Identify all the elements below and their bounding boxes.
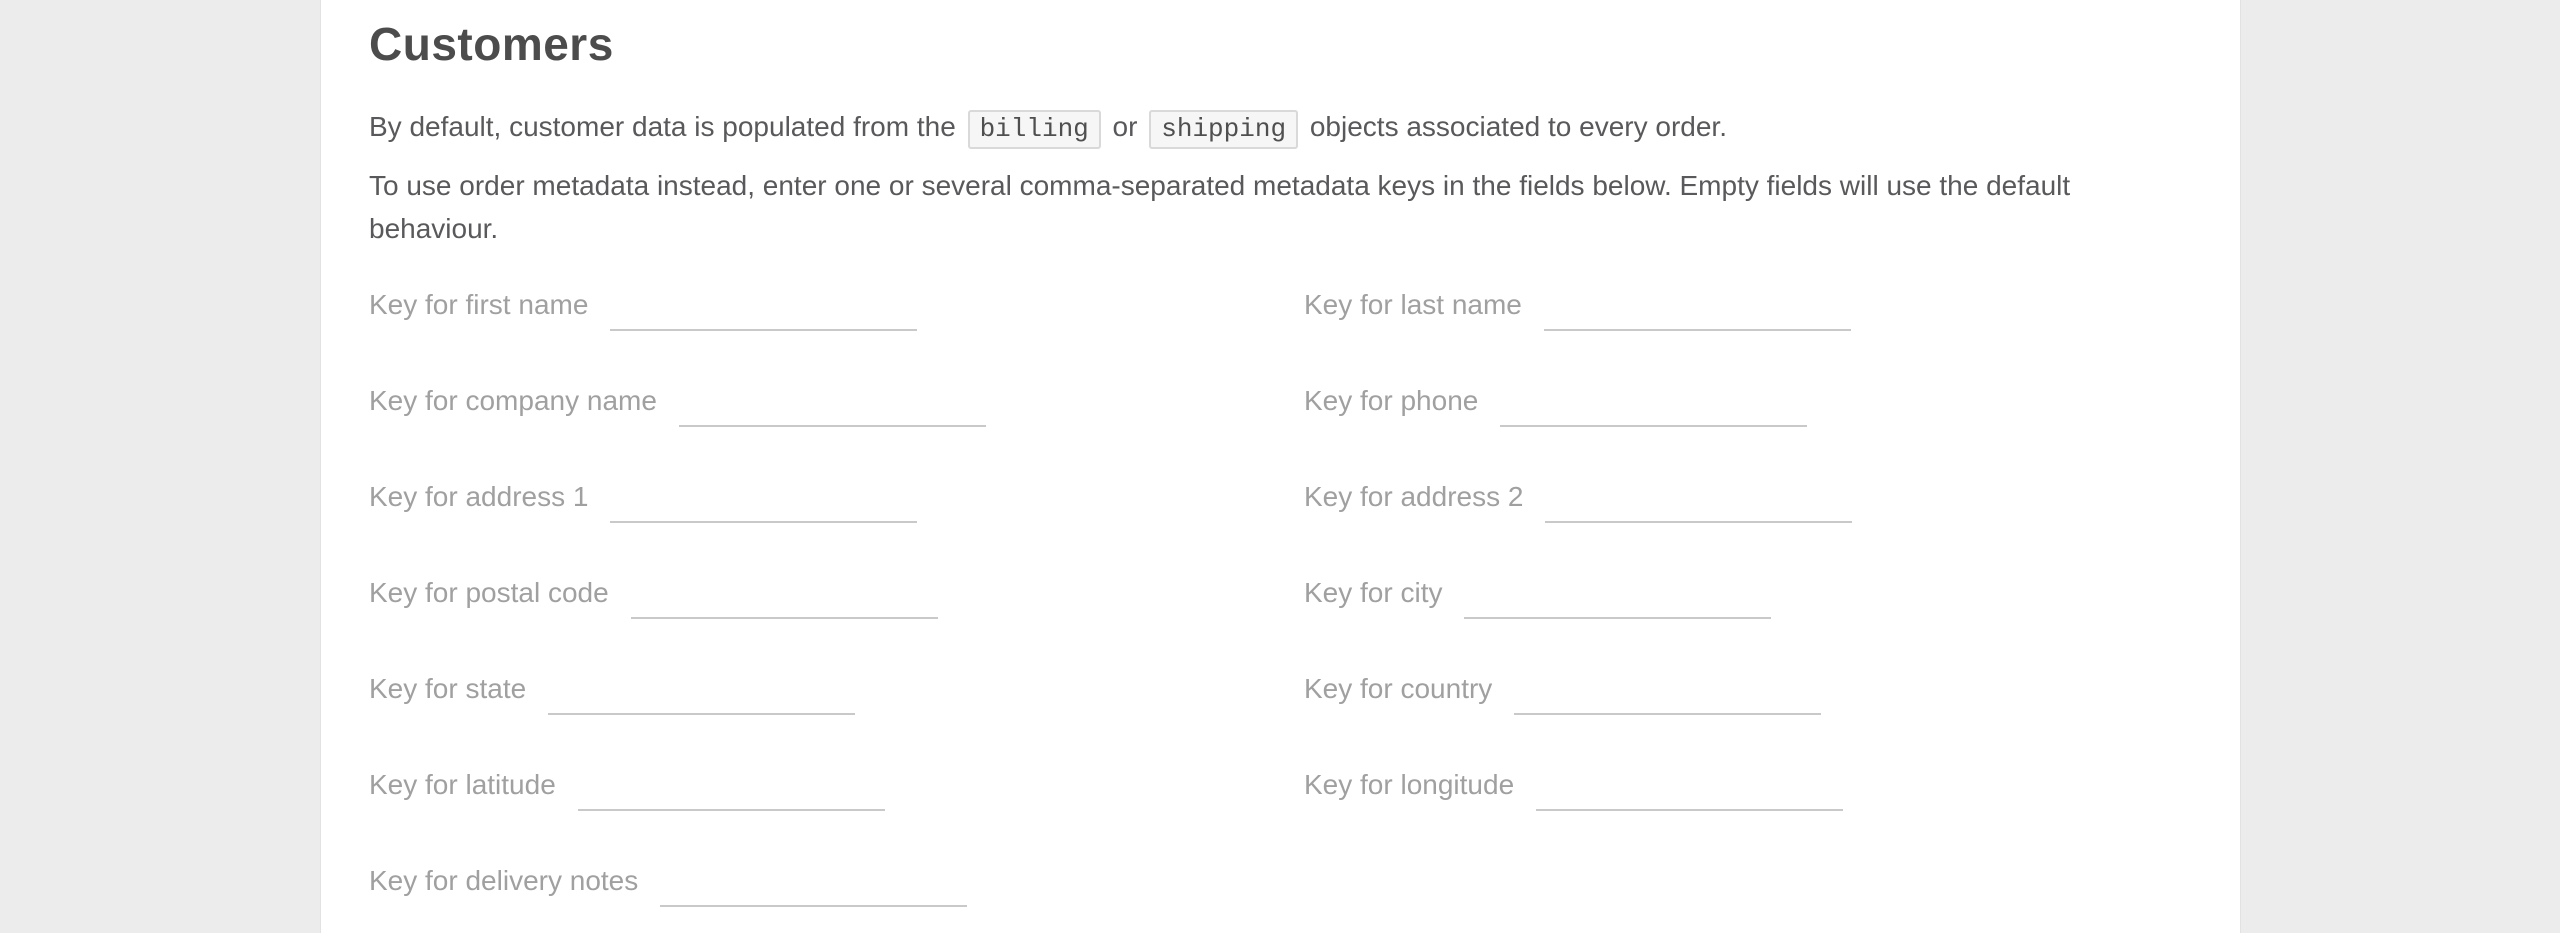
intro-paragraph [369, 105, 2192, 148]
instructions-paragraph: To use order metadata instead, enter one or several comma-separated metadata keys in the fields below. Empty fields will use the default behaviour. [369, 170, 2071, 244]
key-for-state-input[interactable] [548, 673, 855, 715]
key-for-country-field [1304, 641, 2192, 737]
key-for-company-name-field [369, 353, 1304, 449]
key-for-last-name-label: Key for last name [1304, 289, 1522, 320]
key-for-longitude-field [1304, 737, 2192, 833]
key-for-country-label: Key for country [1304, 673, 1493, 704]
key-for-delivery-notes-input[interactable] [660, 865, 967, 907]
key-for-address-1-label: Key for address 1 [369, 481, 589, 512]
shipping-code-chip: shipping [1149, 110, 1298, 149]
key-for-last-name-input[interactable] [1544, 289, 1851, 331]
key-for-company-name-input[interactable] [679, 385, 986, 427]
key-for-last-name-field [1304, 257, 2192, 353]
key-for-address-2-field [1304, 449, 2192, 545]
customers-settings-panel [320, 0, 2241, 933]
key-for-delivery-notes-label: Key for delivery notes [369, 865, 639, 896]
key-for-company-name-label: Key for company name [369, 385, 657, 416]
key-for-state-label: Key for state [369, 673, 527, 704]
key-for-address-1-field [369, 449, 1304, 545]
metadata-keys-form [369, 257, 2192, 929]
key-for-address-2-input[interactable] [1545, 481, 1852, 523]
intro-text-before-billing: By default, customer data is populated from the [369, 111, 964, 142]
key-for-postal-code-label: Key for postal code [369, 577, 609, 608]
key-for-latitude-label: Key for latitude [369, 769, 556, 800]
key-for-first-name-label: Key for first name [369, 289, 589, 320]
key-for-country-input[interactable] [1514, 673, 1821, 715]
key-for-latitude-field [369, 737, 1304, 833]
key-for-phone-field [1304, 353, 2192, 449]
key-for-postal-code-input[interactable] [631, 577, 938, 619]
key-for-latitude-input[interactable] [578, 769, 885, 811]
key-for-first-name-field [369, 257, 1304, 353]
key-for-postal-code-field [369, 545, 1304, 641]
key-for-address-2-label: Key for address 2 [1304, 481, 1524, 512]
key-for-city-input[interactable] [1464, 577, 1771, 619]
key-for-phone-label: Key for phone [1304, 385, 1479, 416]
key-for-state-field [369, 641, 1304, 737]
key-for-phone-input[interactable] [1500, 385, 1807, 427]
key-for-first-name-input[interactable] [610, 289, 917, 331]
key-for-city-field [1304, 545, 2192, 641]
key-for-city-label: Key for city [1304, 577, 1443, 608]
intro-text-between-codes: or [1104, 111, 1146, 142]
page-title: Customers [369, 18, 614, 70]
intro-text-after-shipping: objects associated to every order. [1302, 111, 1727, 142]
billing-code-chip: billing [968, 110, 1101, 149]
key-for-longitude-input[interactable] [1536, 769, 1843, 811]
key-for-longitude-label: Key for longitude [1304, 769, 1515, 800]
key-for-address-1-input[interactable] [610, 481, 917, 523]
key-for-delivery-notes-field [369, 833, 1304, 929]
